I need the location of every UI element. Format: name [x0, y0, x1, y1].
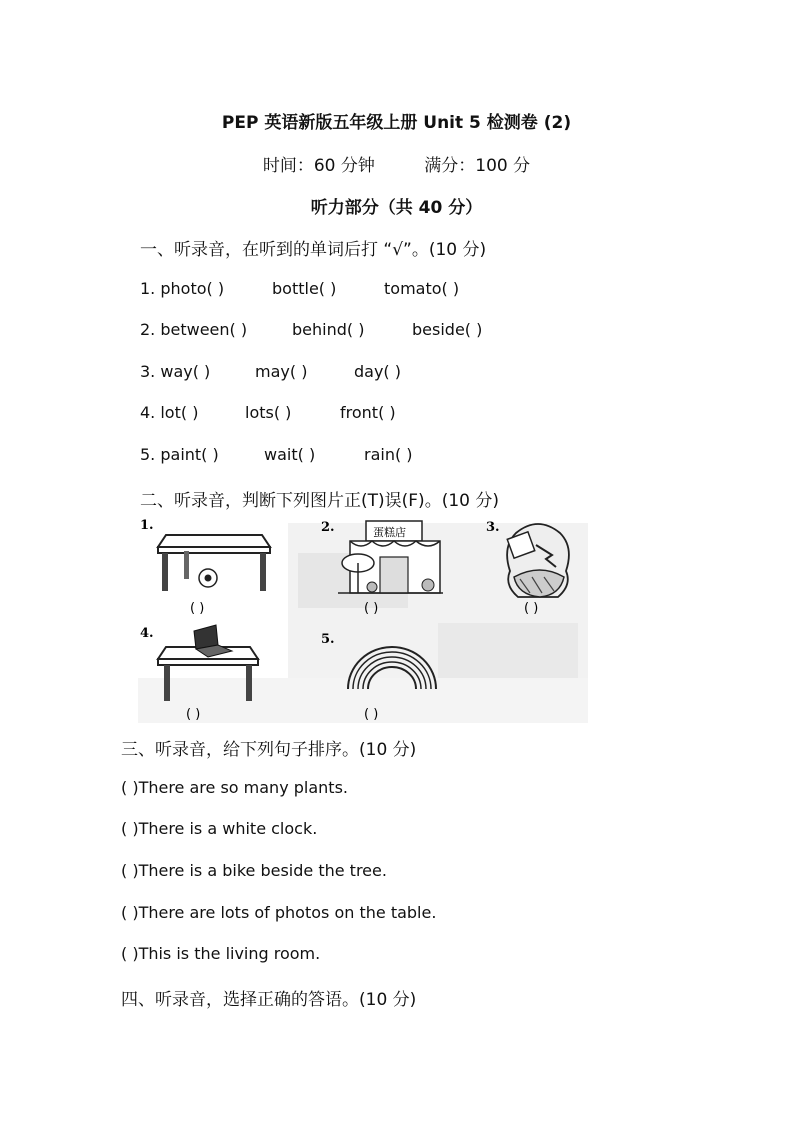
sentence-item: ( )There is a white clock. [121, 819, 318, 838]
word-row [140, 362, 401, 381]
word-choice: tomato( ) [384, 279, 460, 298]
sentence-item: ( )This is the living room. [121, 944, 321, 963]
chair-picture [507, 524, 569, 597]
word-choice: wait( ) [264, 445, 316, 464]
word-choice: day( ) [354, 362, 401, 381]
sentence-item: ( )There are so many plants. [121, 778, 348, 797]
word-choice: 1. photo( ) [140, 279, 225, 298]
exam-meta [0, 151, 793, 176]
answer-blank: ( ) [364, 707, 379, 722]
picture-label: 4. [140, 626, 154, 641]
part-heading: 听力部分（共 40 分） [310, 198, 483, 218]
page-title: PEP 英语新版五年级上册 Unit 5 检测卷 (2) [221, 113, 572, 133]
word-row [140, 403, 396, 422]
time-limit: 时间：60 分钟 [262, 156, 375, 176]
table-with-ball-picture [158, 535, 270, 591]
picture-label: 2. [321, 520, 335, 535]
word-row [140, 320, 482, 339]
section1-heading: 一、听录音，在听到的单词后打 “√”。(10 分) [140, 240, 487, 260]
word-choice: beside( ) [412, 320, 483, 339]
picture-panel-art [138, 513, 588, 723]
word-choice: front( ) [340, 403, 396, 422]
word-choice: 5. paint( ) [140, 445, 219, 464]
sentence-item: ( )There is a bike beside the tree. [121, 861, 387, 880]
section4-heading: 四、听录音，选择正确的答语。(10 分) [121, 990, 417, 1010]
word-choice: 2. between( ) [140, 320, 248, 339]
word-choice: 3. way( ) [140, 362, 211, 381]
picture-label: 3. [486, 520, 500, 535]
answer-blank: ( ) [364, 601, 379, 616]
picture-label: 1. [140, 518, 154, 533]
shop-sign-text: 蛋糕店 [373, 526, 406, 539]
word-choice: rain( ) [364, 445, 413, 464]
word-row [140, 445, 413, 464]
word-choice: behind( ) [292, 320, 365, 339]
word-choice: lots( ) [245, 403, 292, 422]
answer-blank: ( ) [190, 601, 205, 616]
picture-panel [138, 513, 588, 723]
section2-heading: 二、听录音，判断下列图片正(T)误(F)。(10 分) [140, 491, 499, 511]
picture-label: 5. [321, 632, 335, 647]
answer-blank: ( ) [524, 601, 539, 616]
word-row [140, 279, 459, 298]
word-choice: 4. lot( ) [140, 403, 199, 422]
word-choice: bottle( ) [272, 279, 337, 298]
word-choice: may( ) [255, 362, 308, 381]
section3-heading: 三、听录音，给下列句子排序。(10 分) [121, 740, 417, 760]
answer-blank: ( ) [186, 707, 201, 722]
full-score: 满分：100 分 [424, 156, 531, 176]
sentence-item: ( )There are lots of photos on the table. [121, 903, 437, 922]
